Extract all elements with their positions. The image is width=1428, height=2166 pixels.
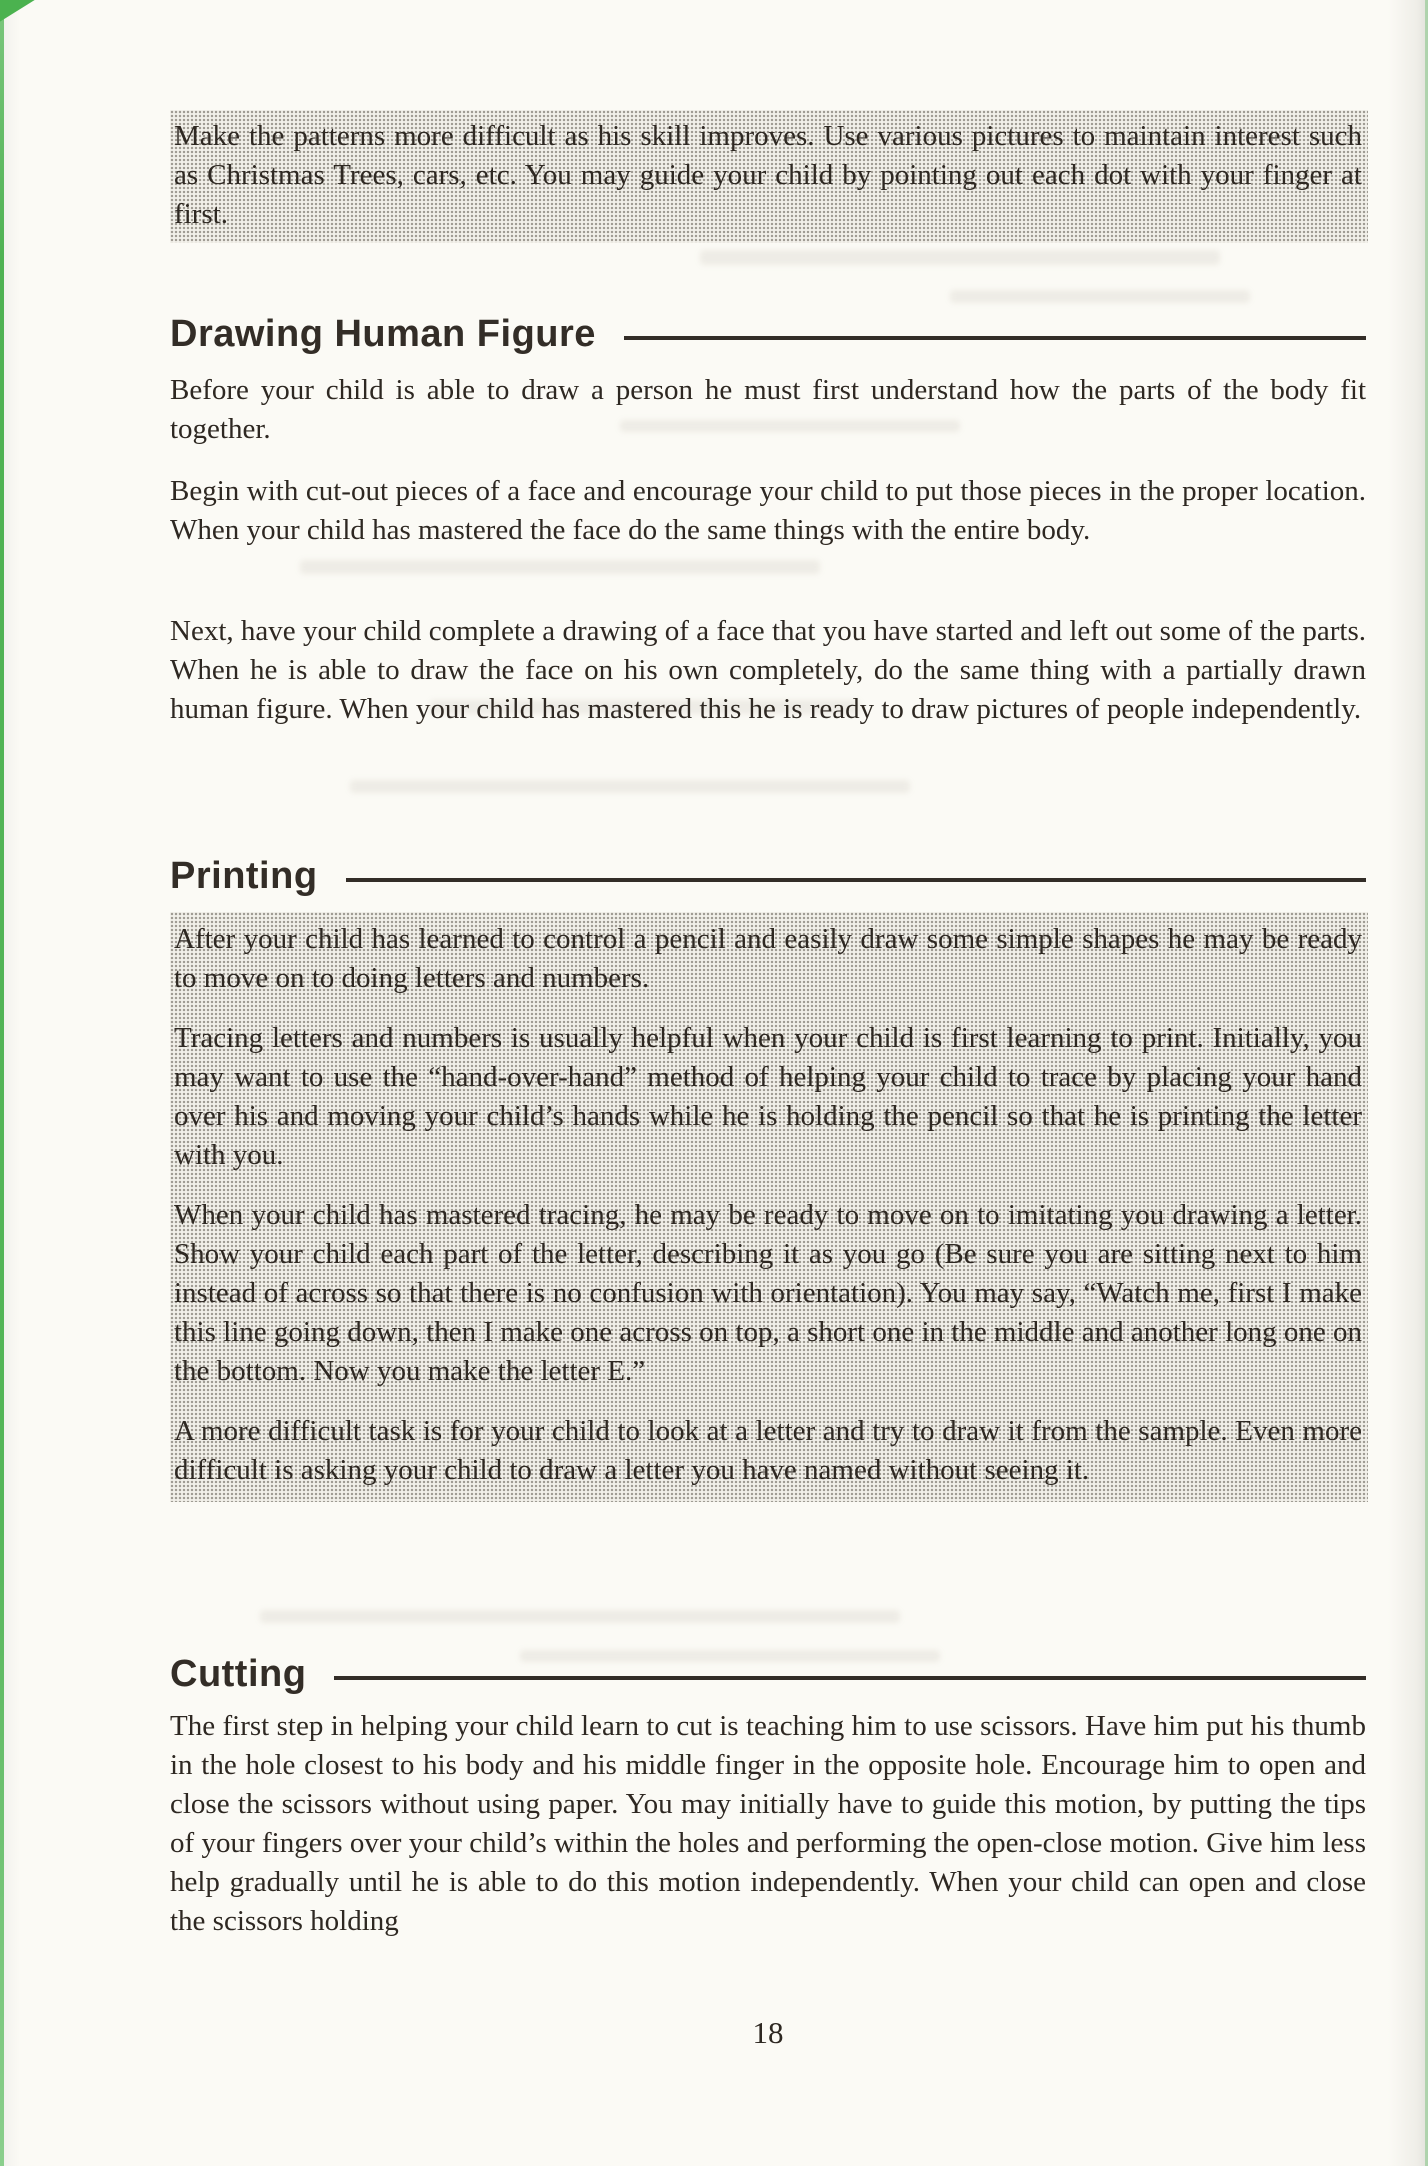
show-through-smudge bbox=[260, 1610, 900, 1623]
paragraph: Next, have your child complete a drawing of a face that you have started and left out some of the parts. When he is able to draw the face on his own completely, do the same thing with a partially drawn human figure. When your child has mastered this he is ready to draw pictures of people independently. bbox=[170, 615, 1366, 725]
section-header-drawing-human-figure bbox=[170, 312, 1366, 356]
heading-cutting: Cutting bbox=[170, 1653, 307, 1695]
show-through-smudge bbox=[350, 780, 910, 793]
intro-highlight-paragraph: Make the patterns more difficult as his skill improves. Use various pictures to maintain interest such as Christmas Trees, cars, etc. You may guide your child by pointing out each dot with your finger at first. bbox=[170, 110, 1368, 243]
section-header-printing bbox=[170, 854, 1366, 898]
heading-rule bbox=[624, 336, 1366, 340]
show-through-smudge bbox=[300, 560, 820, 574]
paragraph: When your child has mastered tracing, he may be ready to move on to imitating you drawing a letter. Show your child each part of the letter, describing it as you go (Be sure you are sitting next to him instead of across so that there is no confusion with orientation). You may say, “Watch me, first I make this line going down, then I make one across on top, a short one in the middle and another long one on the bottom. Now you make the letter E.” bbox=[174, 1199, 1362, 1387]
heading-rule bbox=[346, 878, 1366, 882]
paragraph: Begin with cut-out pieces of a face and encourage your child to put those pieces in the proper location. When your child has mastered the face do the same things with the entire body. bbox=[170, 475, 1366, 546]
show-through-smudge bbox=[700, 250, 1220, 265]
heading-printing: Printing bbox=[170, 855, 318, 897]
show-through-smudge bbox=[950, 290, 1250, 303]
page-number: 18 bbox=[752, 2015, 784, 2050]
paragraph: The first step in helping your child learn to cut is teaching him to use scissors. Have him put his thumb in the hole closest to his body and his middle finger in the opposite hole. Encourage him to open and close the scissors without using paper. You may initially have to guide this motion, by putting the tips of your fingers over your child’s within the holes and performing the open-close motion. Give him less help gradually until he is able to do this motion independently. When your child can open and close the scissors holding bbox=[170, 1710, 1366, 1937]
highlighted-region-printing bbox=[170, 912, 1368, 1502]
scan-corner-mark bbox=[0, 0, 49, 22]
paragraph: Tracing letters and numbers is usually helpful when your child is first learning to print. Initially, you may want to use the “hand-over-hand” method of helping your child to trace by placing your hand over his and moving your child’s hands while he is holding the pencil so that he is printing the letter with you. bbox=[174, 1022, 1362, 1171]
heading-drawing-human-figure: Drawing Human Figure bbox=[170, 313, 596, 355]
paragraph: After your child has learned to control a pencil and easily draw some simple shapes he may be ready to move on to doing letters and numbers. bbox=[174, 923, 1362, 994]
paragraph: A more difficult task is for your child to look at a letter and try to draw it from the sample. Even more difficult is asking your child to draw a letter you have named without seeing it. bbox=[174, 1415, 1362, 1486]
paragraph: Before your child is able to draw a person he must first understand how the parts of the body fit together. bbox=[170, 374, 1366, 445]
heading-rule bbox=[334, 1676, 1366, 1680]
section-header-cutting bbox=[170, 1652, 1366, 1696]
scan-edge-left bbox=[0, 0, 4, 2166]
